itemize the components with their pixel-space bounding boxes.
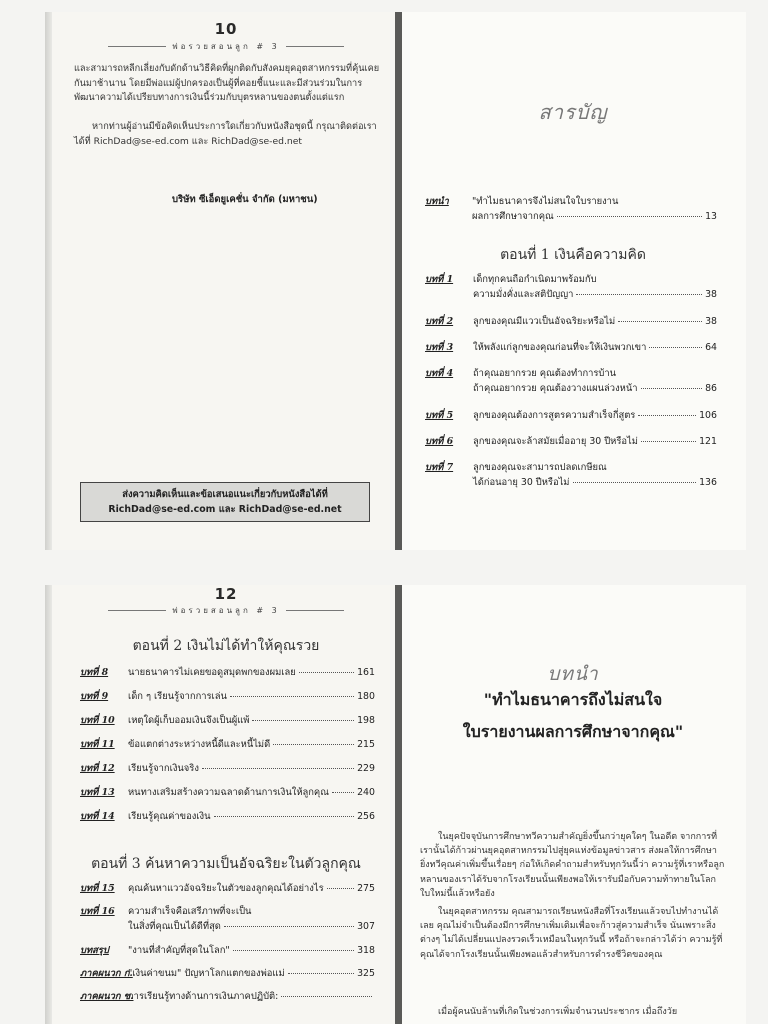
toc-entry <box>425 272 717 304</box>
toc-leader-dots <box>641 388 703 389</box>
toc-entry <box>425 314 717 330</box>
toc-leader-dots <box>214 816 355 817</box>
toc-entry-line-2: เด็ก ๆ เรียนรู้จากการเล่น <box>128 691 227 702</box>
toc-entry-page: 180 <box>357 691 375 702</box>
toc-entry-label: ภาคผนวก ก. <box>80 968 133 979</box>
toc-entry <box>425 460 717 492</box>
toc-entry-label: บทที่ 13 <box>80 787 115 798</box>
toc-entry-text <box>128 943 375 958</box>
toc-entry <box>80 713 375 729</box>
toc-leader-dots <box>332 792 354 793</box>
toc-entry-label: บทที่ 3 <box>425 342 454 353</box>
toc-entry-text <box>128 881 375 896</box>
toc-entry-label: ภาคผนวก ข. <box>80 991 134 1002</box>
toc-entry-line-2: นายธนาคารไม่เคยขอดูสมุดพกของผมเลย <box>128 667 296 678</box>
toc-entry-text <box>473 340 717 355</box>
toc-entry <box>80 809 375 825</box>
toc-entry <box>80 785 375 801</box>
toc-entry-label: บทที่ 2 <box>425 316 454 327</box>
page-13-introduction <box>400 585 746 1024</box>
toc-entry-label: บทที่ 5 <box>425 410 454 421</box>
part-2-title: ตอนที่ 2 เงินไม่ได้ทำให้คุณรวย <box>132 638 320 654</box>
book-gutter-bottom <box>395 585 402 1024</box>
toc-entry-line-2: ลูกของคุณมีแววเป็นอัจฉริยะหรือไม่ <box>473 316 616 327</box>
toc-entry-line-2: ลูกของคุณต้องการสูตรความสำเร็จกี่สูตร <box>473 410 636 421</box>
toc-entry-page: 161 <box>357 667 375 678</box>
toc-leader-dots <box>573 482 697 483</box>
toc-leader-dots <box>618 321 702 322</box>
toc-entry-line-2: ความมั่งคั่งและสติปัญญา <box>473 289 574 300</box>
toc-leader-dots <box>327 888 354 889</box>
toc-entry-page: 106 <box>699 410 717 421</box>
toc-entry-line-1: ลูกของคุณจะสามารถปลดเกษียณ <box>473 462 607 473</box>
chapter-title-line-1: "ทำไมธนาคารถึงไม่สนใจ <box>483 690 663 709</box>
toc-entry <box>80 689 375 705</box>
contact-box-line-2: RichDad@se-ed.com และ RichDad@se-ed.net <box>108 504 342 515</box>
toc-entry-label: บทที่ 9 <box>80 691 109 702</box>
toc-entry-text <box>473 366 717 396</box>
body-paragraph-2: ในยุคอุตสาหกรรม คุณสามารถเรียนหนังสือที่โรงเรียนแล้วจบไปทำงานได้เลย คุณไม่จำเป็นต้องมีการศึกษาเพิ่มเติมเพื่อจะก้าวสู่ความสำเร็จ นั่นเพราะสิ่งต่างๆ ไม่ได้เปลี่ยนแปลงรวดเร็วเหมือนในทุกวันนี้ หรือถ้าจะกล่าวได้ว่า ความรู้ที่คุณได้จากโรงเรียนนั้นเพียงพอแล้วสำหรับการดำรงชีวิตของคุณ <box>420 907 723 960</box>
toc-entry-line-1: ถ้าคุณอยากรวย คุณต้องทำการบ้าน <box>473 368 617 379</box>
toc-entry-text <box>128 713 375 728</box>
toc-entry-line-2: เรียนรู้จากเงินจริง <box>128 763 199 774</box>
contact-box <box>80 482 370 522</box>
toc-entry-text <box>473 408 717 423</box>
toc-entry <box>425 340 717 356</box>
toc-entry-line-2: ข้อแตกต่างระหว่างหนี้ดีและหนี้ไม่ดี <box>128 739 271 750</box>
toc-entry-text <box>473 434 717 449</box>
toc-entry-line-1: เด็กทุกคนถือกำเนิดมาพร้อมกับ <box>473 274 597 285</box>
publisher-signature: บริษัท ซีเอ็ดยูเคชั่น จำกัด (มหาชน) <box>172 194 318 205</box>
toc-entry-line-2: ได้ก่อนอายุ 30 ปีหรือไม่ <box>473 477 570 488</box>
running-head: พ่อรวยสอนลูก # 3 <box>52 40 400 53</box>
toc-entry-page: 275 <box>357 883 375 894</box>
toc-entry <box>425 366 717 398</box>
toc-entry-text <box>128 966 375 981</box>
toc-entry-text <box>128 665 375 680</box>
toc-entry-page: 318 <box>357 945 375 956</box>
body-paragraph-1: ในยุคปัจจุบันการศึกษาทวีความสำคัญยิ่งขึ้นกว่ายุคใดๆ ในอดีต จากการที่เรานั้นได้ก้าวผ่านยุคอุตสาหกรรมไปสู่ยุคแห่งข้อมูลข่าวสาร ส่งผลให้การศึกษายิ่งทวีคุณค่าเพิ่มขึ้นเรื่อยๆ ก่อให้เกิดคำถามสำหรับทุกวันนี้ว่า ความรู้ที่เราหรือลูกหลานของเราได้รับจากโรงเรียนนั้นเพียงพอให้เรารับมือกับความท้าทายในโลกใบใหม่นี้แล้วหรือยัง <box>420 832 725 899</box>
toc-entry-page: 325 <box>357 968 375 979</box>
toc-leader-dots <box>230 696 354 697</box>
toc-entry-page: 198 <box>357 715 375 726</box>
toc-entry-text <box>128 904 375 934</box>
toc-entry-line-2: ถ้าคุณอยากรวย คุณต้องวางแผนล่วงหน้า <box>473 383 638 394</box>
toc-entry <box>80 904 375 936</box>
toc-entry-page: 64 <box>705 342 717 353</box>
toc-entry <box>80 665 375 681</box>
toc-entry-text <box>128 785 375 800</box>
chapter-label: บทนำ <box>547 663 599 685</box>
toc-entry-label: บทที่ 15 <box>80 883 115 894</box>
toc-entry-label: บทที่ 14 <box>80 811 115 822</box>
toc-leader-dots <box>233 950 354 951</box>
running-head: พ่อรวยสอนลูก # 3 <box>52 604 400 617</box>
toc-entry-text <box>473 314 717 329</box>
toc-entry-text <box>472 194 717 224</box>
toc-entry-line-2: "เงินค่าขนม" ปัญหาโลกแตกของพ่อแม่ <box>128 968 285 979</box>
toc-entry-line-1: "ทำไมธนาคารจึงไม่สนใจใบรายงาน <box>472 196 619 207</box>
toc-leader-dots <box>638 415 696 416</box>
toc-entry-label: บทที่ 1 <box>425 274 454 285</box>
toc-entry-label: บทที่ 12 <box>80 763 115 774</box>
toc-entry-line-2: ลูกของคุณจะล้าสมัยเมื่ออายุ 30 ปีหรือไม่ <box>473 436 638 447</box>
toc-entry-label: บทที่ 4 <box>425 368 454 379</box>
toc-entry-text <box>128 689 375 704</box>
toc-leader-dots <box>576 294 702 295</box>
toc-entry-text <box>128 737 375 752</box>
toc-entry <box>80 966 375 982</box>
page-10 <box>52 12 400 550</box>
toc-entry-text <box>128 809 375 824</box>
toc-entry-page: 307 <box>357 921 375 932</box>
toc-leader-dots <box>649 347 702 348</box>
toc-leader-dots <box>288 973 354 974</box>
toc-entry-label: บทนำ <box>425 196 449 207</box>
toc-entry <box>80 881 375 897</box>
page-12-table-of-contents <box>52 585 400 1024</box>
chapter-title-line-2: ใบรายงานผลการศึกษาจากคุณ" <box>462 722 684 741</box>
toc-entry-label: บทที่ 6 <box>425 436 454 447</box>
toc-leader-dots <box>281 996 372 997</box>
toc-entry-label: บทที่ 11 <box>80 739 115 750</box>
body-paragraph-1: และสามารถหลีกเลี่ยงกับดักด้านวิธีคิดที่ผูกติดกับสังคมยุคอุตสาหกรรมที่คุ้นเคยกันมาช้านาน โดยมีพ่อแม่ผู้ปกครองเป็นผู้ที่คอยชี้แนะและมีส่วนร่วมในการพัฒนาความได้เปรียบทางการเงินนี้ร่วมกับบุตรหลานของตนตั้งแต่แรก <box>74 63 380 104</box>
toc-entry-page: 215 <box>357 739 375 750</box>
body-paragraph-3: เมื่อผู้คนนับล้านที่เกิดในช่วงการเพิ่มจำนวนประชากร เมื่อถึงวัย <box>438 1007 678 1017</box>
toc-entry-page: 256 <box>357 811 375 822</box>
toc-entry-line-2: เรียนรู้คุณค่าของเงิน <box>128 811 211 822</box>
toc-entry-line-2: ให้พลังแก่ลูกของคุณก่อนที่จะให้เงินพวกเขา <box>473 342 647 353</box>
part-3-title: ตอนที่ 3 ค้นหาความเป็นอัจฉริยะในตัวลูกคุณ <box>91 856 361 872</box>
toc-entry-label: บทที่ 16 <box>80 906 115 917</box>
page-11-table-of-contents <box>400 12 746 550</box>
book-gutter-top <box>395 12 402 550</box>
toc-leader-dots <box>299 672 354 673</box>
toc-entry-page: 121 <box>699 436 717 447</box>
toc-entry-text <box>128 761 375 776</box>
toc-entry-page: 86 <box>705 383 717 394</box>
toc-leader-dots <box>273 744 354 745</box>
toc-entry-page: 38 <box>705 289 717 300</box>
toc-entry-line-2: หนทางเสริมสร้างความฉลาดด้านการเงินให้ลูกคุณ <box>128 787 329 798</box>
toc-title: สารบัญ <box>538 100 608 124</box>
toc-entry-label: บทสรุป <box>80 945 109 956</box>
toc-entry-line-2: การเรียนรู้ทางด้านการเงินภาคปฏิบัติ: <box>128 991 279 1002</box>
toc-entry <box>80 943 375 959</box>
toc-entry-line-2: "งานที่สำคัญที่สุดในโลก" <box>128 945 230 956</box>
toc-leader-dots <box>202 768 354 769</box>
toc-entry-page: 136 <box>699 477 717 488</box>
toc-entry <box>80 989 375 1005</box>
toc-entry-label: บทที่ 10 <box>80 715 115 726</box>
toc-leader-dots <box>641 441 696 442</box>
toc-entry <box>425 408 717 424</box>
toc-entry <box>425 434 717 450</box>
toc-leader-dots <box>224 926 354 927</box>
toc-entry-page: 229 <box>357 763 375 774</box>
toc-leader-dots <box>252 720 354 721</box>
toc-entry-page: 38 <box>705 316 717 327</box>
toc-entry-line-1: ความสำเร็จคือเสรีภาพที่จะเป็น <box>128 906 252 917</box>
toc-entry-intro <box>425 194 717 234</box>
toc-entry-label: บทที่ 8 <box>80 667 109 678</box>
page-number: 12 <box>214 585 238 603</box>
toc-entry-text <box>473 460 717 490</box>
part-1-title: ตอนที่ 1 เงินคือความคิด <box>500 247 646 263</box>
toc-entry-text <box>473 272 717 302</box>
toc-entry-page: 240 <box>357 787 375 798</box>
toc-entry <box>80 761 375 777</box>
page-number: 10 <box>214 20 238 38</box>
toc-entry-label: บทที่ 7 <box>425 462 454 473</box>
contact-box-line-1: ส่งความคิดเห็นและข้อเสนอแนะเกี่ยวกับหนังสือได้ที่ <box>122 489 328 500</box>
toc-entry-line-2: คุณค้นหาแววอัจฉริยะในตัวของลูกคุณได้อย่างไร <box>128 883 324 894</box>
toc-entry-line-2: เหตุใดผู้เก็บออมเงินจึงเป็นผู้แพ้ <box>128 715 250 726</box>
toc-entry-line-2: ผลการศึกษาจากคุณ <box>472 211 554 222</box>
toc-entry-line-2: ในสิ่งที่คุณเป็นได้ดีที่สุด <box>128 921 221 932</box>
toc-entry-text <box>128 989 375 1004</box>
body-paragraph-2: หากท่านผู้อ่านมีข้อคิดเห็นประการใดเกี่ยวกับหนังสือชุดนี้ กรุณาติดต่อเราได้ที่ RichDad@se-ed.com และ RichDad@se-ed.net <box>74 121 377 147</box>
toc-entry <box>80 737 375 753</box>
toc-entry-page: 13 <box>705 211 717 222</box>
